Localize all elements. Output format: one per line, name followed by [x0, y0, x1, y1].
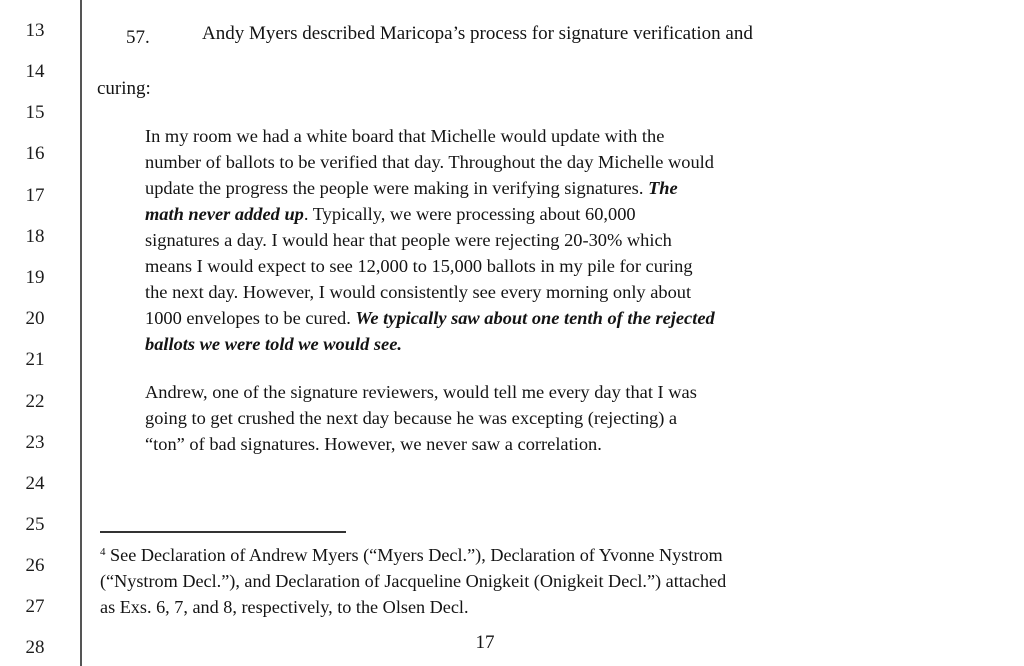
emphasis-text: The	[648, 178, 678, 198]
quote-line: In my room we had a white board that Michelle would update with the	[145, 126, 665, 146]
footnote	[100, 539, 880, 620]
line-number: 19	[25, 267, 45, 288]
emphasis-text: ballots we were told we would see.	[145, 334, 402, 354]
quote-line	[145, 331, 819, 357]
paragraph-number: 57.	[126, 27, 150, 48]
quote-line: the next day. However, I would consistently see every morning only about	[145, 282, 692, 302]
quote-line: going to get crushed the next day because he was excepting (rejecting) a	[145, 408, 678, 428]
footnote-line: as Exs. 6, 7, and 8, respectively, to the Olsen Decl.	[100, 597, 469, 617]
left-margin-rule	[80, 0, 82, 666]
paragraph-continuation: curing:	[97, 78, 151, 99]
line-number: 23	[25, 432, 45, 453]
quote-line	[145, 201, 819, 227]
quote-line: “ton” of bad signatures. However, we never saw a correlation.	[145, 434, 602, 454]
quote-line: means I would expect to see 12,000 to 15,000 ballots in my pile for curing	[145, 256, 693, 276]
footnote-line: (“Nystrom Decl.”), and Declaration of Jacqueline Onigkeit (Onigkeit Decl.”) attached	[100, 571, 727, 591]
page-number: 17	[475, 632, 495, 653]
footnote-line	[100, 539, 880, 568]
footnote-text: See Declaration of Andrew Myers (“Myers Decl.”), Declaration of Yvonne Nystrom	[110, 545, 723, 565]
line-number: 15	[25, 102, 45, 123]
line-number: 20	[25, 308, 45, 329]
quote-text: . Typically, we were processing about 60,000	[303, 204, 636, 224]
footnote-marker: 4	[100, 546, 106, 558]
quote-line: number of ballots to be verified that day. Throughout the day Michelle would	[145, 152, 714, 172]
line-number: 27	[25, 596, 45, 617]
line-number: 17	[25, 185, 45, 206]
quote-line: Andrew, one of the signature reviewers, would tell me every day that I was	[145, 382, 697, 402]
line-number: 18	[25, 226, 45, 247]
line-number: 24	[25, 473, 45, 494]
quote-line	[145, 175, 819, 201]
emphasis-text: math never added up	[145, 204, 304, 224]
quote-line: signatures a day. I would hear that people were rejecting 20-30% which	[145, 230, 672, 250]
line-number: 21	[25, 349, 45, 370]
quote-text: update the progress the people were making in verifying signatures.	[145, 178, 644, 198]
line-number: 22	[25, 391, 45, 412]
line-number: 14	[25, 61, 45, 82]
block-quote	[145, 123, 819, 357]
line-number: 16	[25, 143, 45, 164]
line-number: 25	[25, 514, 45, 535]
quote-line	[145, 305, 819, 331]
emphasis-text: We typically saw about one tenth of the rejected	[355, 308, 715, 328]
block-quote	[145, 379, 819, 457]
footnote-rule	[100, 531, 346, 533]
paragraph-intro: Andy Myers described Maricopa’s process for signature verification and	[202, 23, 753, 44]
quote-text: 1000 envelopes to be cured.	[145, 308, 351, 328]
line-number: 26	[25, 555, 45, 576]
line-number: 13	[25, 20, 45, 41]
line-number: 28	[25, 637, 45, 658]
